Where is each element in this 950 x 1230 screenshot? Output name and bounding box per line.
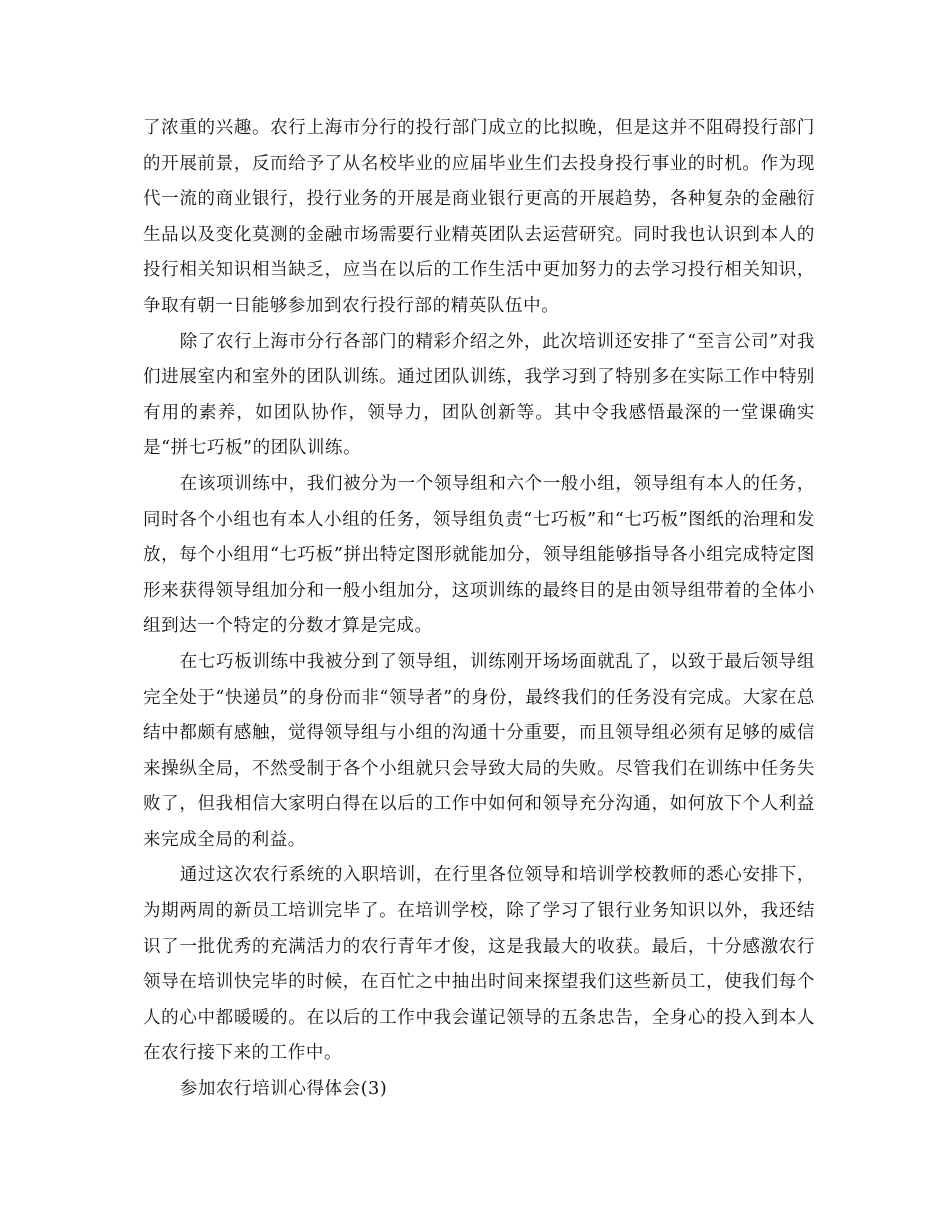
document-body (143, 111, 815, 1108)
paragraph-tangram-reflection: 在七巧板训练中我被分到了领导组，训练刚开场场面就乱了，以致于最后领导组完全处于“快递员”的身份而非“领导者”的身份，最终我们的任务没有完成。大家在总结中都颇有感触，觉得领导组与小组的沟通十分重要，而且领导组必须有足够的威信来操纵全局，不然受制于各个小组就只会导致大局的失败。尽管我们在训练中任务失败了，但我相信大家明白得在以后的工作中如何和领导充分沟通，如何放下个人利益来完成全局的利益。 (143, 651, 815, 850)
paragraph-continued: 了浓重的兴趣。农行上海市分行的投行部门成立的比拟晚，但是这并不阻碍投行部门的开展前景，反而给予了从名校毕业的应届毕业生们去投身投行事业的时机。作为现代一流的商业银行，投行业务的开展是商业银行更高的开展趋势，各种复杂的金融衍生品以及变化莫测的金融市场需要行业精英团队去运营研究。同时我也认识到本人的投行相关知识相当缺乏，应当在以后的工作生活中更加努力的去学习投行相关知识，争取有朝一日能够参加到农行投行部的精英队伍中。 (143, 118, 815, 316)
section-heading: 参加农行培训心得体会(3) (179, 1079, 388, 1100)
paragraph-conclusion: 通过这次农行系统的入职培训，在行里各位领导和培训学校教师的悉心安排下，为期两周的新员工培训完毕了。在培训学校，除了学习了银行业务知识以外，我还结识了一批优秀的充满活力的农行青年才俊，这是我最大的收获。最后，十分感激农行领导在培训快完毕的时候，在百忙之中抽出时间来探望我们这些新员工，使我们每个人的心中都暖暖的。在以后的工作中我会谨记领导的五条忠告，全身心的投入到本人在农行接下来的工作中。 (143, 865, 815, 1064)
paragraph-tangram-rules: 在该项训练中，我们被分为一个领导组和六个一般小组，领导组有本人的任务，同时各个小组也有本人小组的任务，领导组负责“七巧板”和“七巧板”图纸的治理和发放，每个小组用“七巧板”拼出特定图形就能加分，领导组能够指导各小组完成特定图形来获得领导组加分和一般小组加分，这项训练的最终目的是由领导组带着的全体小组到达一个特定的分数才算是完成。 (143, 473, 815, 637)
paragraph-team-training: 除了农行上海市分行各部门的精彩介绍之外，此次培训还安排了“至言公司”对我们进展室内和室外的团队训练。通过团队训练，我学习到了特别多在实际工作中特别有用的素养，如团队协作，领导力，团队创新等。其中令我感悟最深的一堂课确实是“拼七巧板”的团队训练。 (143, 331, 815, 459)
